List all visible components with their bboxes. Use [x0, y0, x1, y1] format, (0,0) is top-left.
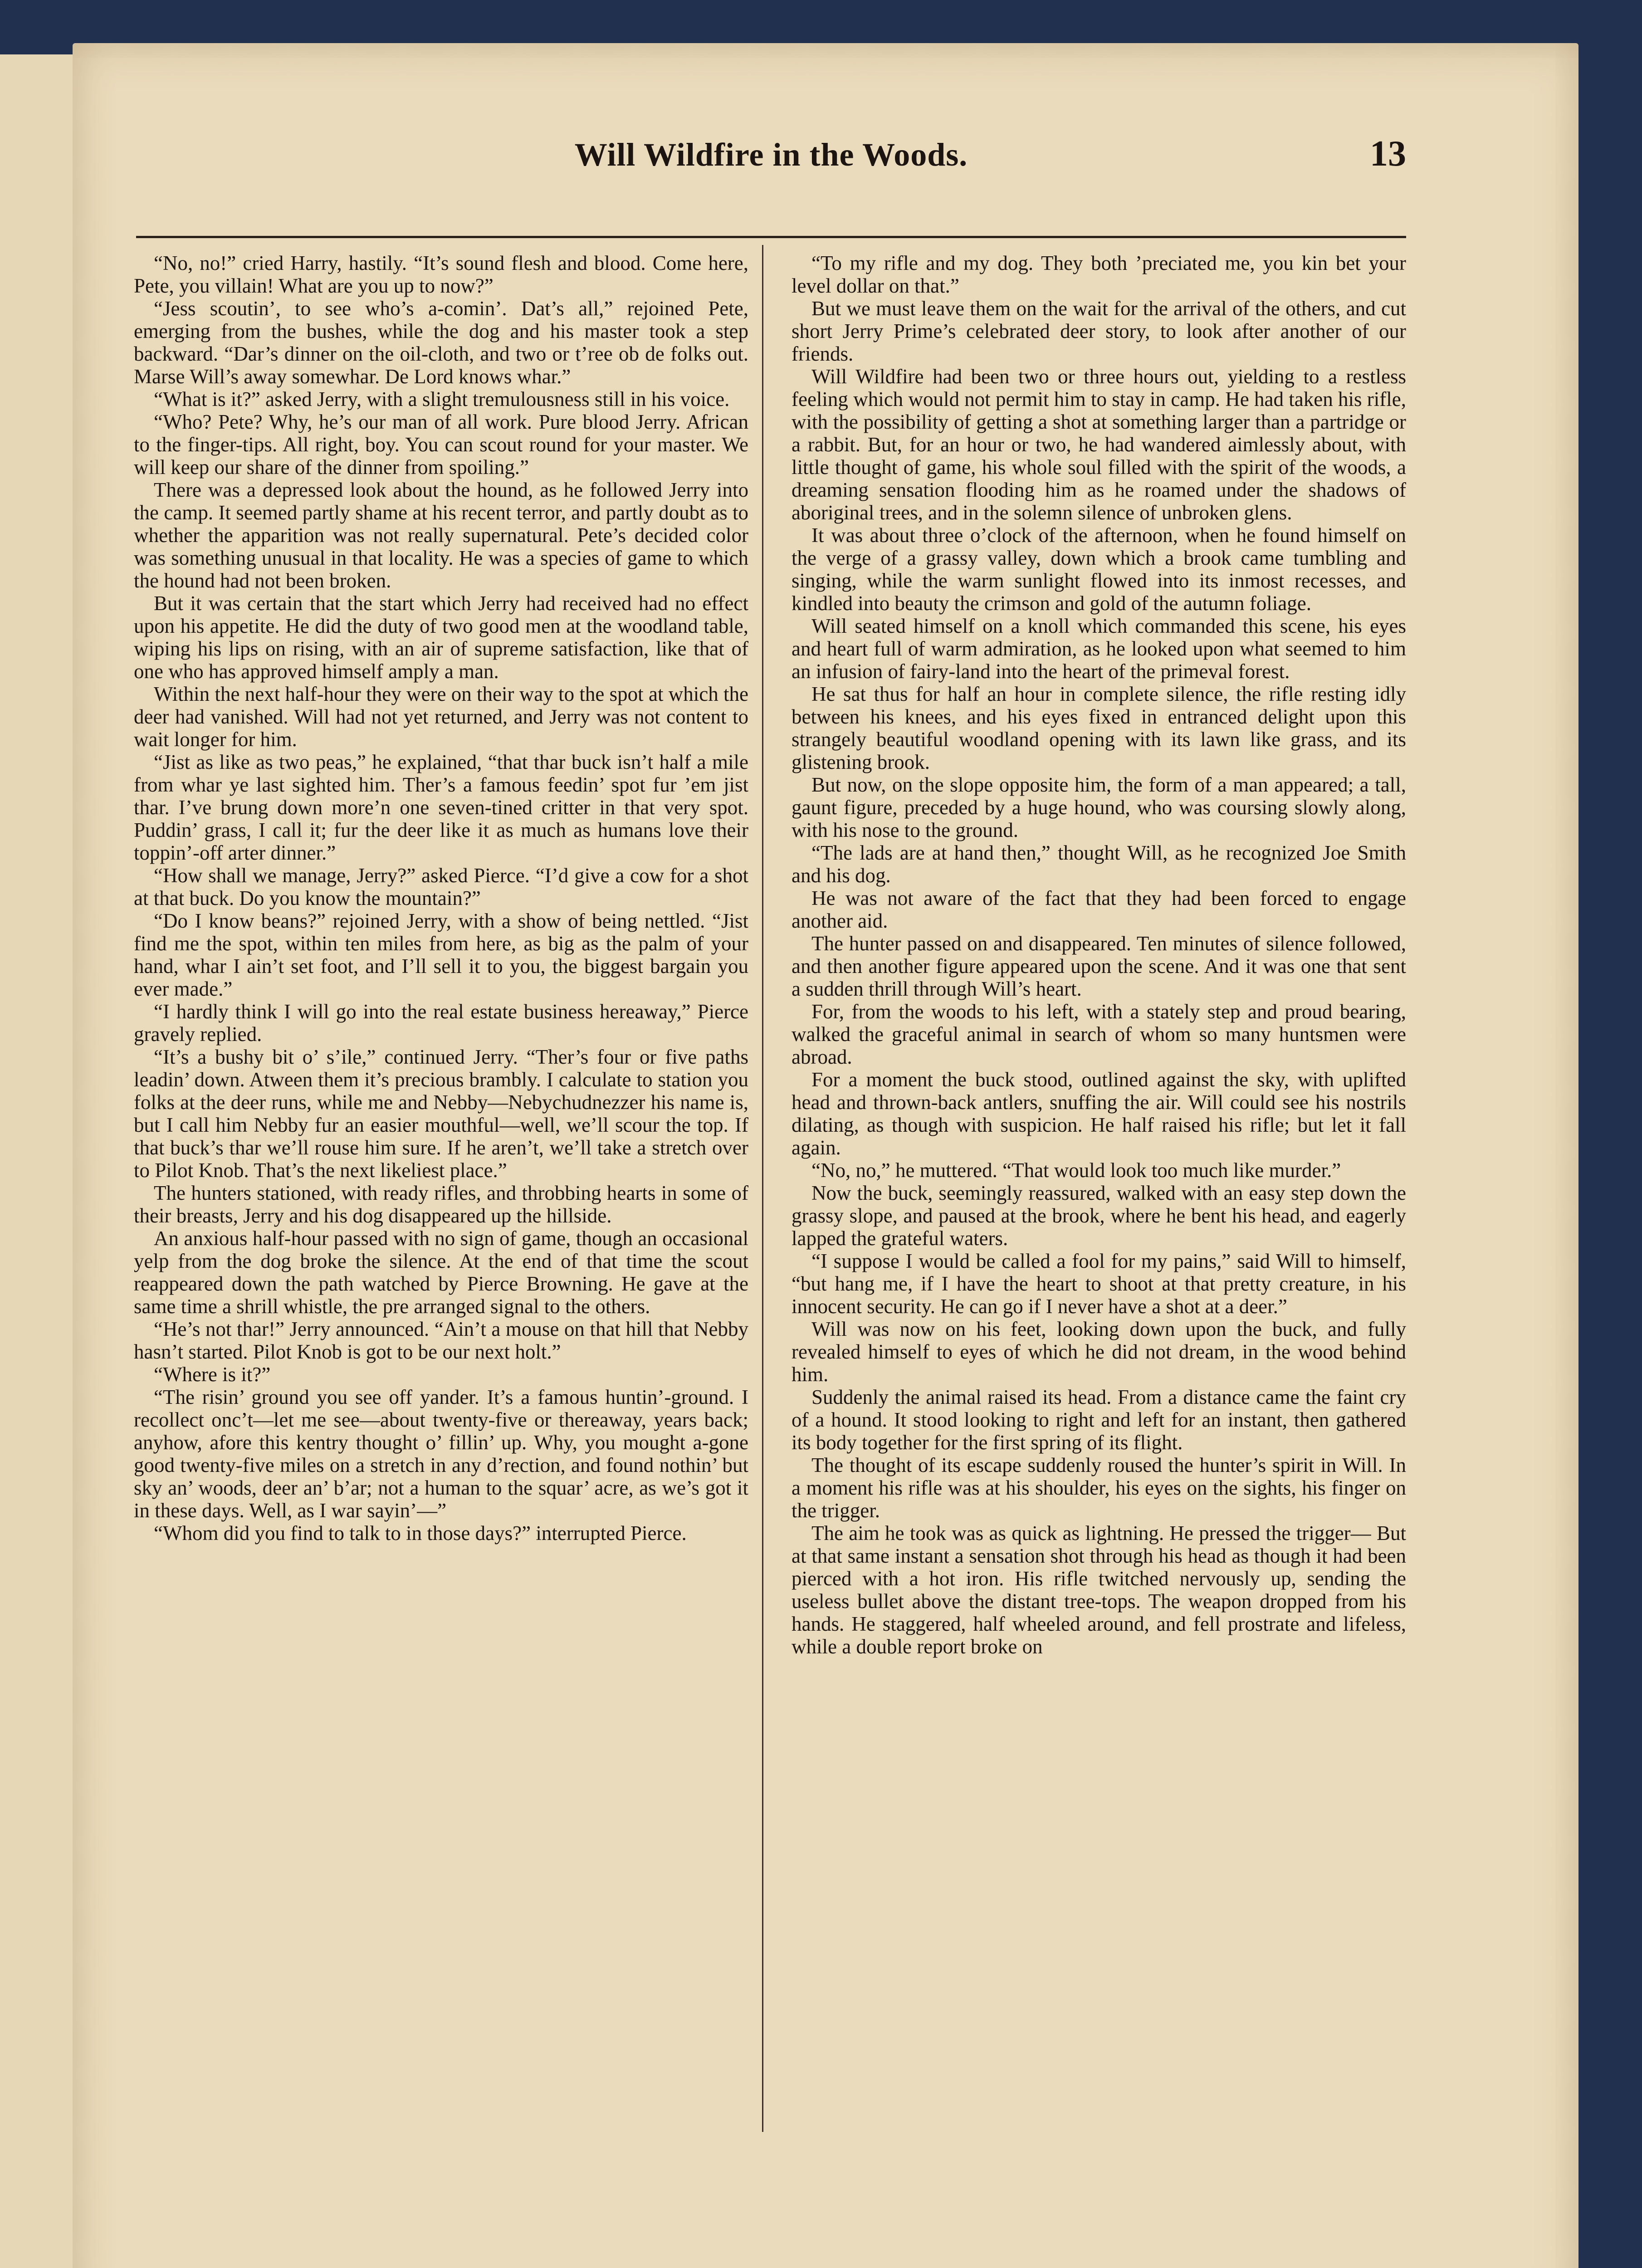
paragraph: “Jess scoutin’, to see who’s a-comin’. Dat’s all,” rejoined Pete, emerging from the bushes, while the dog and his master took a step backward. “Dar’s dinner on the oil-cloth, and two or t’ree ob de folks out. Marse Will’s away somewhar. De Lord knows whar.”	[134, 297, 748, 388]
paragraph: There was a depressed look about the hound, as he followed Jerry into the camp. It seemed partly shame at his recent terror, and partly doubt as to whether the apparition was not really supernatural. Pete’s decided color was something unusual in that locality. He was a species of game to which the hound had not been broken.	[134, 479, 748, 592]
previous-page-edge	[0, 54, 82, 2268]
paragraph: The hunter passed on and disappeared. Ten minutes of silence followed, and then another figure appeared upon the scene. And it was one that sent a sudden thrill through Will’s heart.	[792, 932, 1406, 1000]
paragraph: Will Wildfire had been two or three hours out, yielding to a restless feeling which would not permit him to stay in camp. He had taken his rifle, with the possibility of getting a shot at something larger than a partridge or a rabbit. But, for an hour or two, he had wandered aimlessly about, with little thought of game, his whole soul filled with the spirit of the woods, a dreaming sensation flooding him as he roamed under the shadows of aboriginal trees, and in the solemn silence of unbroken glens.	[792, 365, 1406, 524]
paragraph: He was not aware of the fact that they had been forced to engage another aid.	[792, 887, 1406, 932]
running-header	[136, 136, 1406, 195]
header-rule	[136, 236, 1406, 238]
paragraph: “How shall we manage, Jerry?” asked Pierce. “I’d give a cow for a shot at that buck. Do you know the mountain?”	[134, 864, 748, 909]
paragraph: “No, no,” he muttered. “That would look too much like murder.”	[811, 1159, 1341, 1182]
paragraph: Now the buck, seemingly reassured, walked with an easy step down the grassy slope, and paused at the brook, where he bent his head, and eagerly lapped the grateful waters.	[792, 1182, 1406, 1250]
paragraph: “Where is it?”	[154, 1363, 271, 1386]
paragraph: Suddenly the animal raised its head. From a distance came the faint cry of a hound. It stood looking to right and left for an instant, then gathered its body together for the first spring of its flight.	[792, 1386, 1406, 1454]
paragraph: But now, on the slope opposite him, the form of a man appeared; a tall, gaunt figure, preceded by a huge hound, who was coursing slowly along, with his nose to the ground.	[792, 773, 1406, 841]
paragraph: Will was now on his feet, looking down upon the buck, and fully revealed himself to eyes of which he did not dream, in the wood behind him.	[792, 1318, 1406, 1386]
paragraph: “I suppose I would be called a fool for my pains,” said Will to himself, “but hang me, if I have the heart to shoot at that pretty creature, in his innocent security. He can go if I never have a shot at a deer.”	[792, 1250, 1406, 1318]
paragraph: For, from the woods to his left, with a stately step and proud bearing, walked the graceful animal in search of whom so many huntsmen were abroad.	[792, 1000, 1406, 1068]
running-title: Will Wildfire in the Woods.	[574, 137, 968, 173]
paragraph: Within the next half-hour they were on their way to the spot at which the deer had vanished. Will had not yet returned, and Jerry was not content to wait longer for him.	[134, 683, 748, 751]
paragraph: “Do I know beans?” rejoined Jerry, with a show of being nettled. “Jist find me the spot, within ten miles from here, as big as the palm of your hand, whar I ain’t set foot, and I’ll sell it to you, the biggest bargain you ever made.”	[134, 909, 748, 1000]
left-column	[134, 252, 748, 2146]
paragraph: “He’s not thar!” Jerry announced. “Ain’t a mouse on that hill that Nebby hasn’t started. Pilot Knob is got to be our next holt.”	[134, 1318, 748, 1363]
paragraph: For a moment the buck stood, outlined against the sky, with uplifted head and thrown-back antlers, snuffing the air. Will could see his nostrils dilating, as though with suspicion. He half raised his rifle; but let it fall again.	[792, 1068, 1406, 1159]
paragraph: “No, no!” cried Harry, hastily. “It’s sound flesh and blood. Come here, Pete, you villain! What are you up to now?”	[134, 252, 748, 297]
paragraph: “The lads are at hand then,” thought Will, as he recognized Joe Smith and his dog.	[792, 841, 1406, 887]
paragraph: But it was certain that the start which Jerry had received had no effect upon his appetite. He did the duty of two good men at the woodland table, wiping his lips on rising, with an air of supreme satisfaction, like that of one who has approved himself amply a man.	[134, 592, 748, 683]
column-divider	[762, 245, 763, 2132]
paragraph: The aim he took was as quick as lightning. He pressed the trigger— But at that same instant a sensation shot through his head as though it had been pierced with a hot iron. His rifle twitched nervously up, sending the useless bullet above the distant tree-tops. The weapon dropped from his hands. He staggered, half wheeled around, and fell prostrate and lifeless, while a double report broke on	[792, 1522, 1406, 1658]
paragraph: “To my rifle and my dog. They both ’preciated me, you kin bet your level dollar on that.”	[792, 252, 1406, 297]
paragraph: “The risin’ ground you see off yander. It’s a famous huntin’-ground. I recollect onc’t—let me see—about twenty-five or thereaway, years back; anyhow, afore this kentry thought o’ fillin’ up. Why, you mought a-gone good twenty-five miles on a stretch in any d’rection, and found nothin’ but sky an’ woods, deer an’ b’ar; not a human to the squar’ acre, as we’s got it in these days. Well, as I war sayin’—”	[134, 1386, 748, 1522]
right-column	[792, 252, 1406, 2146]
paragraph: “What is it?” asked Jerry, with a slight tremulousness still in his voice.	[154, 388, 730, 411]
paragraph: “Jist as like as two peas,” he explained, “that thar buck isn’t half a mile from whar ye last sighted him. Ther’s a famous feedin’ spot fur ’em jist thar. I’ve brung down more’n one seven-tined critter in that very spot. Puddin’ grass, I call it; fur the deer like it as much as humans love their toppin’-off arter dinner.”	[134, 751, 748, 864]
paragraph: “It’s a bushy bit o’ s’ile,” continued Jerry. “Ther’s four or five paths leadin’ down. Atween them it’s precious brambly. I calculate to station you folks at the deer runs, while me and Nebby—Nebychudnezzer his name is, but I call him Nebby fur an easier mouthful—well, we’ll scour the top. If that buck’s thar we’ll rouse him sure. If he aren’t, we’ll take a stretch over to Pilot Knob. That’s the next likeliest place.”	[134, 1046, 748, 1182]
paragraph: He sat thus for half an hour in complete silence, the rifle resting idly between his knees, and his eyes fixed in entranced delight upon this strangely beautiful woodland opening with its lawn like grass, and its glistening brook.	[792, 683, 1406, 773]
paragraph: “Whom did you find to talk to in those days?” interrupted Pierce.	[154, 1522, 687, 1545]
paragraph: The thought of its escape suddenly roused the hunter’s spirit in Will. In a moment his rifle was at his shoulder, his eyes on the sights, his finger on the trigger.	[792, 1454, 1406, 1522]
paragraph: It was about three o’clock of the afternoon, when he found himself on the verge of a grassy valley, down which a brook came tumbling and singing, while the warm sunlight flowed into its inmost recesses, and kindled into beauty the crimson and gold of the autumn foliage.	[792, 524, 1406, 615]
paragraph: The hunters stationed, with ready rifles, and throbbing hearts in some of their breasts, Jerry and his dog disappeared up the hillside.	[134, 1182, 748, 1227]
paragraph: But we must leave them on the wait for the arrival of the others, and cut short Jerry Prime’s celebrated deer story, to look after another of our friends.	[792, 297, 1406, 365]
paragraph: “Who? Pete? Why, he’s our man of all work. Pure blood Jerry. African to the finger-tips. All right, boy. You can scout round for your master. We will keep our share of the dinner from spoiling.”	[134, 411, 748, 479]
page-number: 13	[1370, 134, 1406, 174]
paragraph: An anxious half-hour passed with no sign of game, though an occasional yelp from the dog broke the silence. At the end of that time the scout reappeared down the path watched by Pierce Browning. He gave at the same time a shrill whistle, the pre arranged signal to the others.	[134, 1227, 748, 1318]
paragraph: “I hardly think I will go into the real estate business hereaway,” Pierce gravely replied.	[134, 1000, 748, 1046]
paragraph: Will seated himself on a knoll which commanded this scene, his eyes and heart full of warm admiration, as he looked upon what seemed to him an infusion of fairy-land into the heart of the primeval forest.	[792, 615, 1406, 683]
